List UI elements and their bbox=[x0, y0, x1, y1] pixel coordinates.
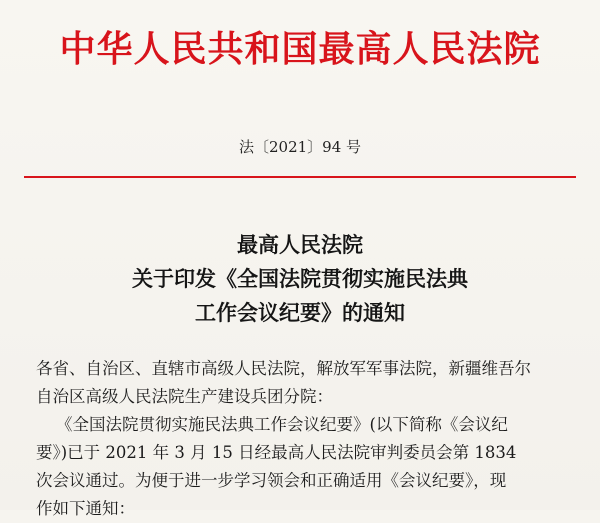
paragraph-line-3: 次会议通过。为便于进一步学习领会和正确适用《会议纪要》，现 bbox=[36, 471, 507, 490]
notice-body bbox=[36, 355, 576, 523]
notice-title bbox=[0, 228, 600, 330]
paragraph-line-4: 作如下通知： bbox=[36, 499, 135, 518]
issuer-header: 中华人民共和国最高人民法院 bbox=[59, 29, 541, 70]
paragraph-line-2: 要》)已于 2021 年 3 月 15 日经最高人民法院审判委员会第 1834 bbox=[36, 443, 517, 462]
title-line-2: 关于印发《全国法院贯彻实施民法典 bbox=[132, 267, 468, 291]
title-line-3: 工作会议纪要》的通知 bbox=[195, 301, 405, 325]
title-line-1: 最高人民法院 bbox=[237, 233, 363, 257]
addressee-line-2: 自治区高级人民法院生产建设兵团分院： bbox=[36, 387, 333, 406]
document-number: 法〔2021〕94 号 bbox=[238, 138, 362, 156]
addressee-line-1: 各省、自治区、直辖市高级人民法院，解放军军事法院，新疆维吾尔 bbox=[36, 359, 531, 378]
paragraph-line-1: 《全国法院贯彻实施民法典工作会议纪要》(以下简称《会议纪 bbox=[56, 415, 508, 434]
red-divider-line bbox=[24, 176, 576, 178]
